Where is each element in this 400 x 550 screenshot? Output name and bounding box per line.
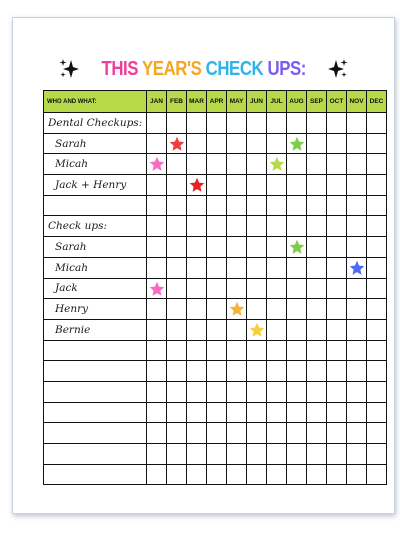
month-cell (307, 464, 327, 485)
month-cell (167, 278, 187, 299)
month-cell (207, 402, 227, 423)
month-cell (367, 216, 387, 237)
month-cell (307, 340, 327, 361)
month-header: MAR (187, 91, 207, 113)
month-cell (347, 319, 367, 340)
month-cell (227, 402, 247, 423)
month-cell (287, 154, 307, 175)
month-cell (247, 175, 267, 196)
month-cell (327, 423, 347, 444)
month-cell (167, 299, 187, 320)
month-cell (267, 299, 287, 320)
month-cell (347, 464, 367, 485)
blank-name-cell (44, 381, 147, 402)
month-cell (147, 340, 167, 361)
month-cell (267, 361, 287, 382)
person-name: Jack + Henry (44, 175, 147, 196)
star-icon (349, 260, 365, 276)
month-header: JUL (267, 91, 287, 113)
month-cell (187, 464, 207, 485)
month-cell (267, 381, 287, 402)
month-cell (307, 113, 327, 134)
month-header: JAN (147, 91, 167, 113)
month-cell (147, 444, 167, 465)
month-cell (187, 237, 207, 258)
month-cell (287, 464, 307, 485)
month-cell (347, 402, 367, 423)
star-icon (189, 177, 205, 193)
month-cell (347, 423, 367, 444)
month-cell (367, 113, 387, 134)
month-cell (147, 402, 167, 423)
month-cell (287, 444, 307, 465)
table-row (44, 381, 387, 402)
title-segment: CHECK (205, 57, 268, 80)
month-cell (287, 319, 307, 340)
month-cell (307, 361, 327, 382)
month-cell (367, 133, 387, 154)
title-segment: YEAR'S (141, 57, 206, 80)
month-cell (287, 113, 307, 134)
month-cell (207, 299, 227, 320)
month-cell (247, 319, 267, 340)
month-cell (367, 464, 387, 485)
month-cell (187, 216, 207, 237)
month-cell (227, 444, 247, 465)
blank-name-cell (44, 464, 147, 485)
month-cell (187, 423, 207, 444)
month-cell (227, 113, 247, 134)
month-cell (167, 216, 187, 237)
month-cell (247, 237, 267, 258)
month-cell (307, 319, 327, 340)
month-cell (147, 361, 167, 382)
blank-name-cell (44, 423, 147, 444)
month-header: SEP (307, 91, 327, 113)
table-row (44, 175, 387, 196)
month-cell (247, 299, 267, 320)
month-header: JUN (247, 91, 267, 113)
month-cell (207, 340, 227, 361)
month-cell (367, 319, 387, 340)
section-heading: Check ups: (44, 216, 147, 237)
month-cell (227, 154, 247, 175)
month-cell (227, 195, 247, 216)
month-cell (327, 154, 347, 175)
table-row (44, 423, 387, 444)
month-cell (247, 464, 267, 485)
person-name: Sarah (44, 237, 147, 258)
month-cell (207, 154, 227, 175)
month-cell (147, 195, 167, 216)
month-cell (187, 340, 207, 361)
sparkle-icon (327, 57, 349, 81)
month-cell (267, 402, 287, 423)
person-name: Micah (44, 257, 147, 278)
table-row (44, 154, 387, 175)
month-cell (227, 340, 247, 361)
month-cell (207, 257, 227, 278)
month-cell (207, 278, 227, 299)
month-cell (207, 361, 227, 382)
month-cell (307, 154, 327, 175)
person-name: Jack (44, 278, 147, 299)
table-row (44, 237, 387, 258)
month-cell (267, 278, 287, 299)
month-cell (347, 133, 367, 154)
table-row (44, 113, 387, 134)
month-cell (187, 278, 207, 299)
month-cell (247, 361, 267, 382)
month-cell (207, 216, 227, 237)
month-cell (327, 340, 347, 361)
month-cell (327, 195, 347, 216)
month-cell (227, 278, 247, 299)
month-cell (287, 381, 307, 402)
month-cell (267, 444, 287, 465)
star-icon (289, 239, 305, 255)
month-cell (147, 319, 167, 340)
month-header: OCT (327, 91, 347, 113)
month-cell (367, 195, 387, 216)
month-cell (207, 237, 227, 258)
month-cell (207, 423, 227, 444)
blank-name-cell (44, 402, 147, 423)
month-cell (307, 444, 327, 465)
star-icon (249, 322, 265, 338)
month-cell (327, 113, 347, 134)
month-cell (307, 278, 327, 299)
month-cell (287, 195, 307, 216)
month-cell (147, 154, 167, 175)
person-name: Henry (44, 299, 147, 320)
month-cell (227, 133, 247, 154)
month-cell (247, 340, 267, 361)
month-cell (267, 216, 287, 237)
month-cell (307, 133, 327, 154)
month-cell (287, 257, 307, 278)
month-cell (307, 381, 327, 402)
month-cell (147, 278, 167, 299)
table-row (44, 216, 387, 237)
month-cell (287, 237, 307, 258)
month-cell (247, 257, 267, 278)
month-cell (187, 444, 207, 465)
month-header: DEC (367, 91, 387, 113)
table-row (44, 464, 387, 485)
month-cell (167, 444, 187, 465)
sparkle-icon (58, 57, 80, 81)
checkup-chart-page (12, 17, 395, 514)
person-name: Sarah (44, 133, 147, 154)
month-cell (347, 381, 367, 402)
month-cell (147, 216, 167, 237)
month-cell (167, 381, 187, 402)
month-cell (207, 381, 227, 402)
month-cell (167, 237, 187, 258)
star-icon (289, 136, 305, 152)
month-cell (307, 216, 327, 237)
month-cell (247, 154, 267, 175)
blank-name-cell (44, 361, 147, 382)
month-cell (167, 402, 187, 423)
month-cell (247, 444, 267, 465)
table-row (44, 402, 387, 423)
month-cell (207, 195, 227, 216)
month-cell (347, 444, 367, 465)
month-cell (367, 154, 387, 175)
month-cell (347, 340, 367, 361)
month-cell (247, 113, 267, 134)
month-cell (187, 381, 207, 402)
month-cell (147, 237, 167, 258)
month-cell (287, 402, 307, 423)
month-cell (187, 402, 207, 423)
star-icon (149, 156, 165, 172)
month-cell (327, 319, 347, 340)
month-header: AUG (287, 91, 307, 113)
month-cell (247, 423, 267, 444)
star-icon (149, 281, 165, 297)
month-cell (267, 464, 287, 485)
month-cell (327, 299, 347, 320)
month-cell (367, 402, 387, 423)
month-cell (267, 154, 287, 175)
month-cell (227, 319, 247, 340)
month-cell (227, 216, 247, 237)
month-cell (267, 133, 287, 154)
month-cell (187, 361, 207, 382)
blank-name-cell (44, 340, 147, 361)
table-row (44, 195, 387, 216)
month-cell (347, 216, 367, 237)
blank-name-cell (44, 444, 147, 465)
month-cell (327, 133, 347, 154)
month-cell (227, 361, 247, 382)
month-cell (327, 278, 347, 299)
month-cell (307, 299, 327, 320)
month-cell (147, 175, 167, 196)
section-heading: Dental Checkups: (44, 113, 147, 134)
month-cell (227, 257, 247, 278)
title-segment: UPS: (267, 57, 306, 80)
month-cell (307, 257, 327, 278)
table-row (44, 319, 387, 340)
month-cell (347, 175, 367, 196)
month-cell (327, 257, 347, 278)
blank-name-cell (44, 195, 147, 216)
month-cell (147, 133, 167, 154)
month-cell (347, 154, 367, 175)
month-cell (167, 423, 187, 444)
month-cell (207, 444, 227, 465)
month-cell (167, 195, 187, 216)
month-cell (367, 381, 387, 402)
month-cell (267, 319, 287, 340)
month-cell (287, 423, 307, 444)
month-cell (367, 444, 387, 465)
month-cell (167, 133, 187, 154)
star-icon (169, 136, 185, 152)
month-cell (207, 319, 227, 340)
title-text (101, 58, 306, 81)
month-header: MAY (227, 91, 247, 113)
month-cell (347, 237, 367, 258)
month-cell (187, 175, 207, 196)
person-name: Bernie (44, 319, 147, 340)
month-cell (367, 278, 387, 299)
month-cell (247, 402, 267, 423)
table-row (44, 361, 387, 382)
month-cell (267, 257, 287, 278)
month-cell (167, 361, 187, 382)
table-row (44, 340, 387, 361)
month-cell (247, 278, 267, 299)
month-cell (207, 113, 227, 134)
month-cell (347, 113, 367, 134)
month-cell (207, 133, 227, 154)
month-cell (327, 361, 347, 382)
star-icon (269, 156, 285, 172)
person-name: Micah (44, 154, 147, 175)
month-cell (267, 423, 287, 444)
month-cell (367, 175, 387, 196)
month-cell (187, 133, 207, 154)
month-cell (347, 278, 367, 299)
month-cell (167, 113, 187, 134)
month-cell (367, 340, 387, 361)
month-cell (327, 381, 347, 402)
month-cell (147, 423, 167, 444)
month-cell (167, 175, 187, 196)
table-row (44, 257, 387, 278)
month-cell (287, 175, 307, 196)
month-cell (247, 381, 267, 402)
month-cell (367, 423, 387, 444)
table-row (44, 278, 387, 299)
month-header: NOV (347, 91, 367, 113)
month-cell (227, 464, 247, 485)
month-cell (307, 423, 327, 444)
month-cell (327, 444, 347, 465)
month-cell (287, 216, 307, 237)
month-cell (347, 195, 367, 216)
month-cell (167, 340, 187, 361)
month-cell (267, 113, 287, 134)
month-cell (247, 133, 267, 154)
who-and-what-header: WHO AND WHAT: (44, 91, 147, 113)
table-row (44, 133, 387, 154)
month-cell (227, 175, 247, 196)
month-header: FEB (167, 91, 187, 113)
month-cell (347, 299, 367, 320)
star-icon (229, 301, 245, 317)
month-cell (167, 257, 187, 278)
month-cell (347, 361, 367, 382)
table-row (44, 299, 387, 320)
month-cell (367, 237, 387, 258)
month-cell (147, 464, 167, 485)
month-cell (187, 195, 207, 216)
month-cell (147, 381, 167, 402)
month-cell (327, 237, 347, 258)
month-cell (307, 175, 327, 196)
month-cell (207, 175, 227, 196)
month-cell (327, 464, 347, 485)
month-cell (287, 340, 307, 361)
month-cell (307, 237, 327, 258)
month-cell (187, 113, 207, 134)
month-cell (227, 237, 247, 258)
month-cell (167, 319, 187, 340)
month-cell (287, 299, 307, 320)
month-cell (207, 464, 227, 485)
month-cell (287, 278, 307, 299)
month-cell (167, 154, 187, 175)
month-cell (267, 340, 287, 361)
month-cell (187, 319, 207, 340)
month-cell (187, 257, 207, 278)
month-cell (227, 423, 247, 444)
month-cell (147, 257, 167, 278)
title-segment: THIS (101, 57, 142, 80)
month-cell (307, 195, 327, 216)
month-cell (227, 381, 247, 402)
month-cell (167, 464, 187, 485)
checkup-table (43, 90, 387, 485)
month-cell (247, 216, 267, 237)
table-row (44, 444, 387, 465)
month-cell (247, 195, 267, 216)
month-cell (267, 237, 287, 258)
month-cell (267, 195, 287, 216)
month-cell (327, 402, 347, 423)
month-cell (227, 299, 247, 320)
month-cell (147, 299, 167, 320)
month-cell (287, 133, 307, 154)
month-cell (307, 402, 327, 423)
month-cell (187, 299, 207, 320)
month-cell (347, 257, 367, 278)
month-cell (147, 113, 167, 134)
month-cell (187, 154, 207, 175)
month-cell (327, 175, 347, 196)
page-title (13, 54, 394, 84)
month-header: APR (207, 91, 227, 113)
month-cell (367, 299, 387, 320)
month-cell (267, 175, 287, 196)
month-cell (287, 361, 307, 382)
month-cell (367, 257, 387, 278)
header-row (44, 91, 387, 113)
month-cell (367, 361, 387, 382)
month-cell (327, 216, 347, 237)
